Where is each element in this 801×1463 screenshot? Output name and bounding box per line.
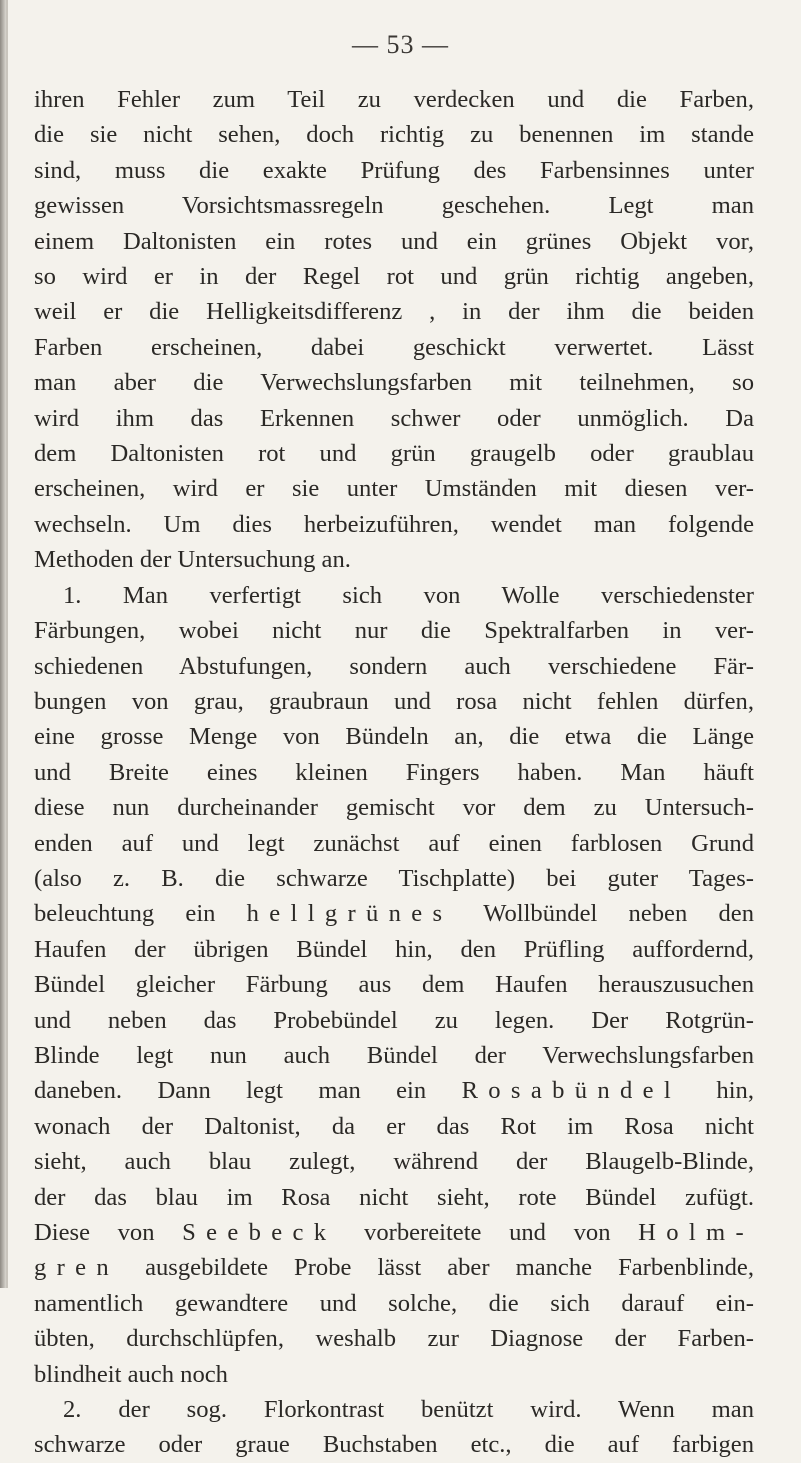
text-line: man aber die Verwechslungsfarben mit teilnehmen, so xyxy=(34,369,754,397)
binding-edge-shadow xyxy=(6,0,8,1288)
text-line: Blinde legt nun auch Bündel der Verwechslungsfarben xyxy=(34,1041,754,1069)
text-line: einem Daltonisten ein rotes und ein grünes Objekt vor, xyxy=(34,227,754,255)
text-line: 2. der sog. Florkontrast benützt wird. Wenn man xyxy=(63,1396,754,1424)
text-line: Färbungen, wobei nicht nur die Spektralfarben in ver- xyxy=(34,617,754,645)
text-line: Haufen der übrigen Bündel hin, den Prüfling auffordernd, xyxy=(34,935,754,963)
spaced-emphasis: hellgrünes xyxy=(246,900,453,928)
text-line: wechseln. Um dies herbeizuführen, wendet man folgende xyxy=(34,510,754,538)
spaced-emphasis: Holm- xyxy=(638,1219,754,1246)
text-line: daneben. Dann legt man ein Rosabündel hin, xyxy=(34,1077,754,1105)
text-line: bungen von grau, graubraun und rosa nicht fehlen dürfen, xyxy=(34,687,754,715)
text-line: ihren Fehler zum Teil zu verdecken und die Farben, xyxy=(34,86,754,113)
text-line: der das blau im Rosa nicht sieht, rote Bündel zufügt. xyxy=(34,1183,754,1211)
text-line: schwarze oder graue Buchstaben etc., die auf farbigen xyxy=(34,1431,754,1459)
text-line: dem Daltonisten rot und grün graugelb oder graublau xyxy=(34,440,754,468)
text-line: und Breite eines kleinen Fingers haben. Man häuft xyxy=(34,758,754,786)
text-line: Farben erscheinen, dabei geschickt verwertet. Lässt xyxy=(34,333,754,361)
text-line: übten, durchschlüpfen, weshalb zur Diagnose der Farben- xyxy=(34,1325,754,1353)
text-line: 1. Man verfertigt sich von Wolle verschiedenster xyxy=(63,581,754,609)
text-line: gren ausgebildete Probe lässt aber manche Farbenblinde, xyxy=(34,1254,754,1282)
text-line: enden auf und legt zunächst auf einen farblosen Grund xyxy=(34,829,754,857)
text-line: blindheit auch noch xyxy=(34,1360,228,1388)
body-text xyxy=(34,82,754,1463)
page-number: — 53 — xyxy=(352,30,449,59)
text-line: diese nun durcheinander gemischt vor dem zu Untersuch- xyxy=(34,794,754,822)
text-line: so wird er in der Regel rot und grün richtig angeben, xyxy=(34,263,754,291)
text-line: eine grosse Menge von Bündeln an, die etwa die Länge xyxy=(34,723,754,751)
text-line: Methoden der Untersuchung an. xyxy=(34,546,351,574)
text-line: erscheinen, wird er sie unter Umständen mit diesen ver- xyxy=(34,475,754,503)
spaced-emphasis: Rosabündel xyxy=(461,1077,682,1105)
text-line: sieht, auch blau zulegt, während der Blaugelb-Blinde, xyxy=(34,1148,754,1176)
spaced-emphasis: gren xyxy=(34,1254,120,1282)
text-line: und neben das Probebündel zu legen. Der Rotgrün- xyxy=(34,1006,754,1034)
text-line: Bündel gleicher Färbung aus dem Haufen herauszusuchen xyxy=(34,971,754,999)
text-line: Diese von Seebeck vorbereitete und von Holm- xyxy=(34,1219,754,1246)
text-line: die sie nicht sehen, doch richtig zu benennen im stande xyxy=(34,121,754,149)
text-line: sind, muss die exakte Prüfung des Farbensinnes unter xyxy=(34,156,754,184)
text-line: gewissen Vorsichtsmassregeln geschehen. Legt man xyxy=(34,192,754,220)
spaced-emphasis: Seebeck xyxy=(182,1219,337,1246)
text-line: wonach der Daltonist, da er das Rot im Rosa nicht xyxy=(34,1112,754,1140)
text-line: wird ihm das Erkennen schwer oder unmöglich. Da xyxy=(34,404,754,432)
text-line: namentlich gewandtere und solche, die sich darauf ein- xyxy=(34,1289,754,1317)
text-line: schiedenen Abstufungen, sondern auch verschiedene Fär- xyxy=(34,652,754,680)
text-line: (also z. B. die schwarze Tischplatte) bei guter Tages- xyxy=(34,864,754,892)
text-line: beleuchtung ein hellgrünes Wollbündel neben den xyxy=(34,900,754,928)
text-line: weil er die Helligkeitsdifferenz , in der ihm die beiden xyxy=(34,298,754,326)
